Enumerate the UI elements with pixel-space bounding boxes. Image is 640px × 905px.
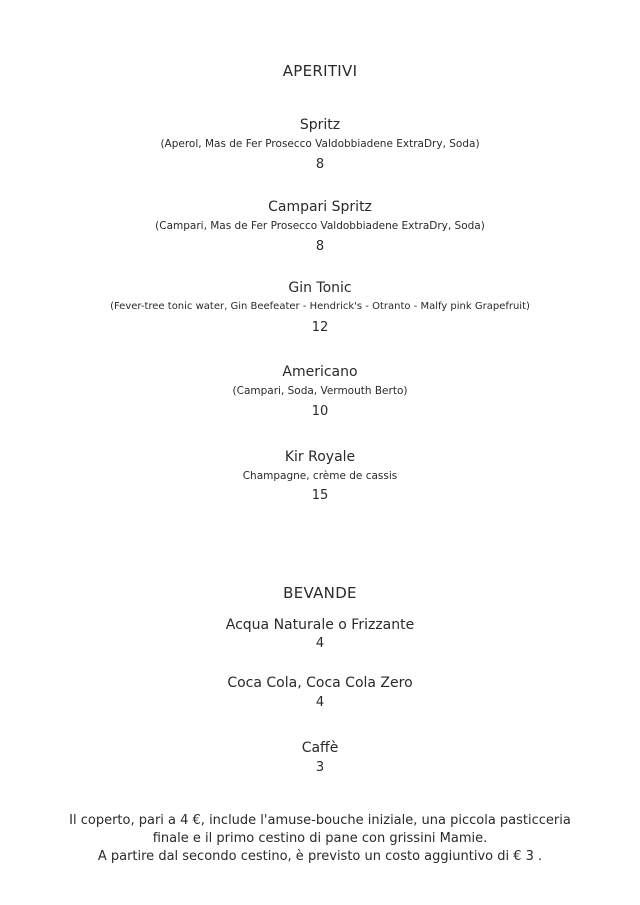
item-price-gin-tonic: 12: [311, 320, 329, 335]
item-desc-kir-royale: Champagne, crème de cassis: [242, 470, 398, 482]
item-name-gin-tonic: Gin Tonic: [288, 280, 352, 296]
item-desc-americano: (Campari, Soda, Vermouth Berto): [232, 385, 408, 397]
item-name-campari-spritz: Campari Spritz: [268, 199, 372, 215]
item-price-americano: 10: [311, 404, 329, 419]
note-line-2: finale e il primo cestino di pane con grissini Mamie.: [152, 831, 488, 846]
note-line-3: A partire dal secondo cestino, è previsto un costo aggiuntivo di € 3 .: [97, 849, 543, 864]
note-line-1: Il coperto, pari a 4 €, include l'amuse-bouche iniziale, una piccola pasticceria: [69, 813, 571, 828]
item-desc-gin-tonic: (Fever-tree tonic water, Gin Beefeater - Hendrick's - Otranto - Malfy pink Grapefruit): [110, 301, 530, 312]
item-name-kir-royale: Kir Royale: [284, 449, 356, 465]
item-name-acqua: Acqua Naturale o Frizzante: [225, 617, 415, 633]
item-price-coca-cola: 4: [315, 695, 325, 710]
section-title-bevande: BEVANDE: [283, 584, 357, 602]
section-title-aperitivi: APERITIVI: [282, 62, 358, 80]
item-name-coca-cola: Coca Cola, Coca Cola Zero: [227, 675, 413, 691]
item-name-caffe: Caffè: [301, 740, 339, 756]
item-price-spritz: 8: [315, 157, 325, 172]
item-price-campari-spritz: 8: [315, 239, 325, 254]
item-price-acqua: 4: [315, 636, 325, 651]
item-price-caffe: 3: [315, 760, 325, 775]
item-price-kir-royale: 15: [311, 488, 329, 503]
item-desc-spritz: (Aperol, Mas de Fer Prosecco Valdobbiadene ExtraDry, Soda): [160, 138, 480, 150]
item-name-americano: Americano: [282, 364, 358, 380]
cover-charge-note: [40, 812, 600, 866]
item-name-spritz: Spritz: [299, 117, 341, 133]
item-desc-campari-spritz: (Campari, Mas de Fer Prosecco Valdobbiadene ExtraDry, Soda): [155, 220, 485, 232]
